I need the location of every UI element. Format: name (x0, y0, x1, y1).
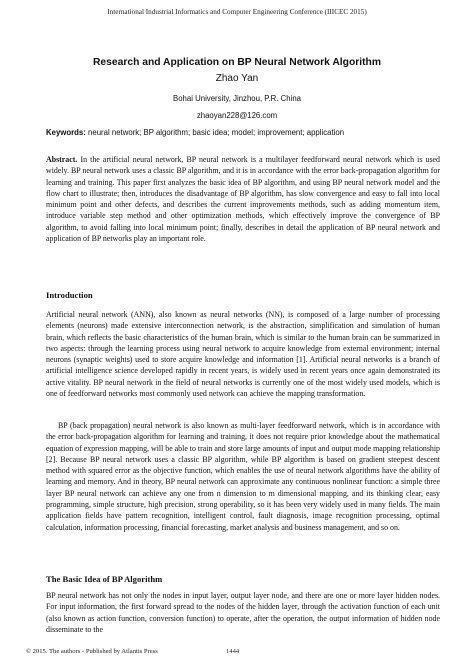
keywords-line (46, 128, 438, 137)
author-affiliation: Bohai University, Jinzhou, P.R. China (173, 94, 301, 103)
paper-title: Research and Application on BP Neural Network Algorithm (93, 57, 381, 68)
basic-idea-heading: The Basic Idea of BP Algorithm (46, 574, 163, 584)
keywords-label: Keywords: (46, 128, 86, 137)
introduction-paragraph-1: Artificial neural network (ANN), also known as neural networks (NN), is composed of a large number of processing elements (neurons) made extensive interconnection network, is the abstraction, simplification and simulation of human brain, which reflects the basic characteristics of the human brain, which is similar to the human brain can be summarized in two aspects: through the learning process using neural network to acquire knowledge from external environment; internal neurons (synaptic weights) used to store acquire knowledge and information [1]. Artificial neural networks is a branch of artificial intelligence science developed rapidly in recent years, is widely used in recent years once again demonstrated its active vitality. BP neural network in the field of neural networks is currently one of the most widely used models, which is one of feedforward networks most commonly used network can achieve the mapping transformation. (46, 310, 440, 399)
author-email: zhaoyan228@126.com (196, 111, 278, 120)
introduction-paragraph-2: BP (back propagation) neural network is also known as multi-layer feedforward network, which is in accordance with the error back-propagation algorithm for learning and training, it does not require prior knowledge about the mathematical equation of expression mapping, will be able to train and store large amounts of input and output mode mapping relationship [2]. Because BP neural network uses a classic BP algorithm, while BP algorithm is based on gradient steepest descent method with squared error as the objective function, which enables the use of neural network algorithms have the ability of learning and memory. And in theory, BP neural network can approximate any continuous nonlinear function: a simple three layer BP neural network can achieve any one from n dimension to m dimensional mapping, and its thinking clear, easy programming, simple structure, high precision, strong operability, so it has been very widely used in many fields. The main application fields have pattern recognition, intelligent control, fault diagnosis, image recognition processing, optimal calculation, information processing, financial forecasting, market analysis and business management, and so on. (46, 421, 440, 532)
introduction-heading: Introduction (46, 290, 93, 300)
page-number: 1444 (226, 648, 240, 655)
abstract-text: In the artificial neural network, BP neural network is a multilayer feedforward neural network which is used widely. BP neural network uses a classic BP algorithm, and it is in accordance with the error back-propagation algorithm for learning and training. This paper first analyzes the basic idea of BP algorithm, and using BP neural network model and the flow chart to illustrate; then, introduces the disadvantage of BP algorithm, has slow convergence and easy to fall into local minimum point and other defects, and describes the current improvements methods, such as adding momentum item, introduce variable step method and other optimization methods, which effectively improve the convergence of BP algorithm, to avoid falling into local minimum point; finally, describes in detail the application of BP neural network and application of BP networks play an important role. (46, 155, 440, 244)
basic-idea-paragraph-1: BP neural network has not only the nodes in input layer, output layer node, and there are one or more layer hidden nodes. For input information, the first forward spread to the nodes of the hidden layer, through the activation function of each unit (also known as action function, conversion function) to operate, after the operation, the output information of hidden node disseminate to the (46, 591, 440, 634)
author-name: Zhao Yan (215, 73, 259, 84)
copyright-notice: © 2015. The authors - Published by Atlantis Press (26, 648, 158, 655)
conference-header: International Industrial Informatics and Computer Engineering Conference (IIICEC 2015) (107, 8, 367, 16)
abstract-paragraph (46, 154, 440, 244)
keywords-text: neural network; BP algorithm; basic idea; model; improvement; application (85, 128, 345, 137)
abstract-label: Abstract. (46, 155, 78, 164)
